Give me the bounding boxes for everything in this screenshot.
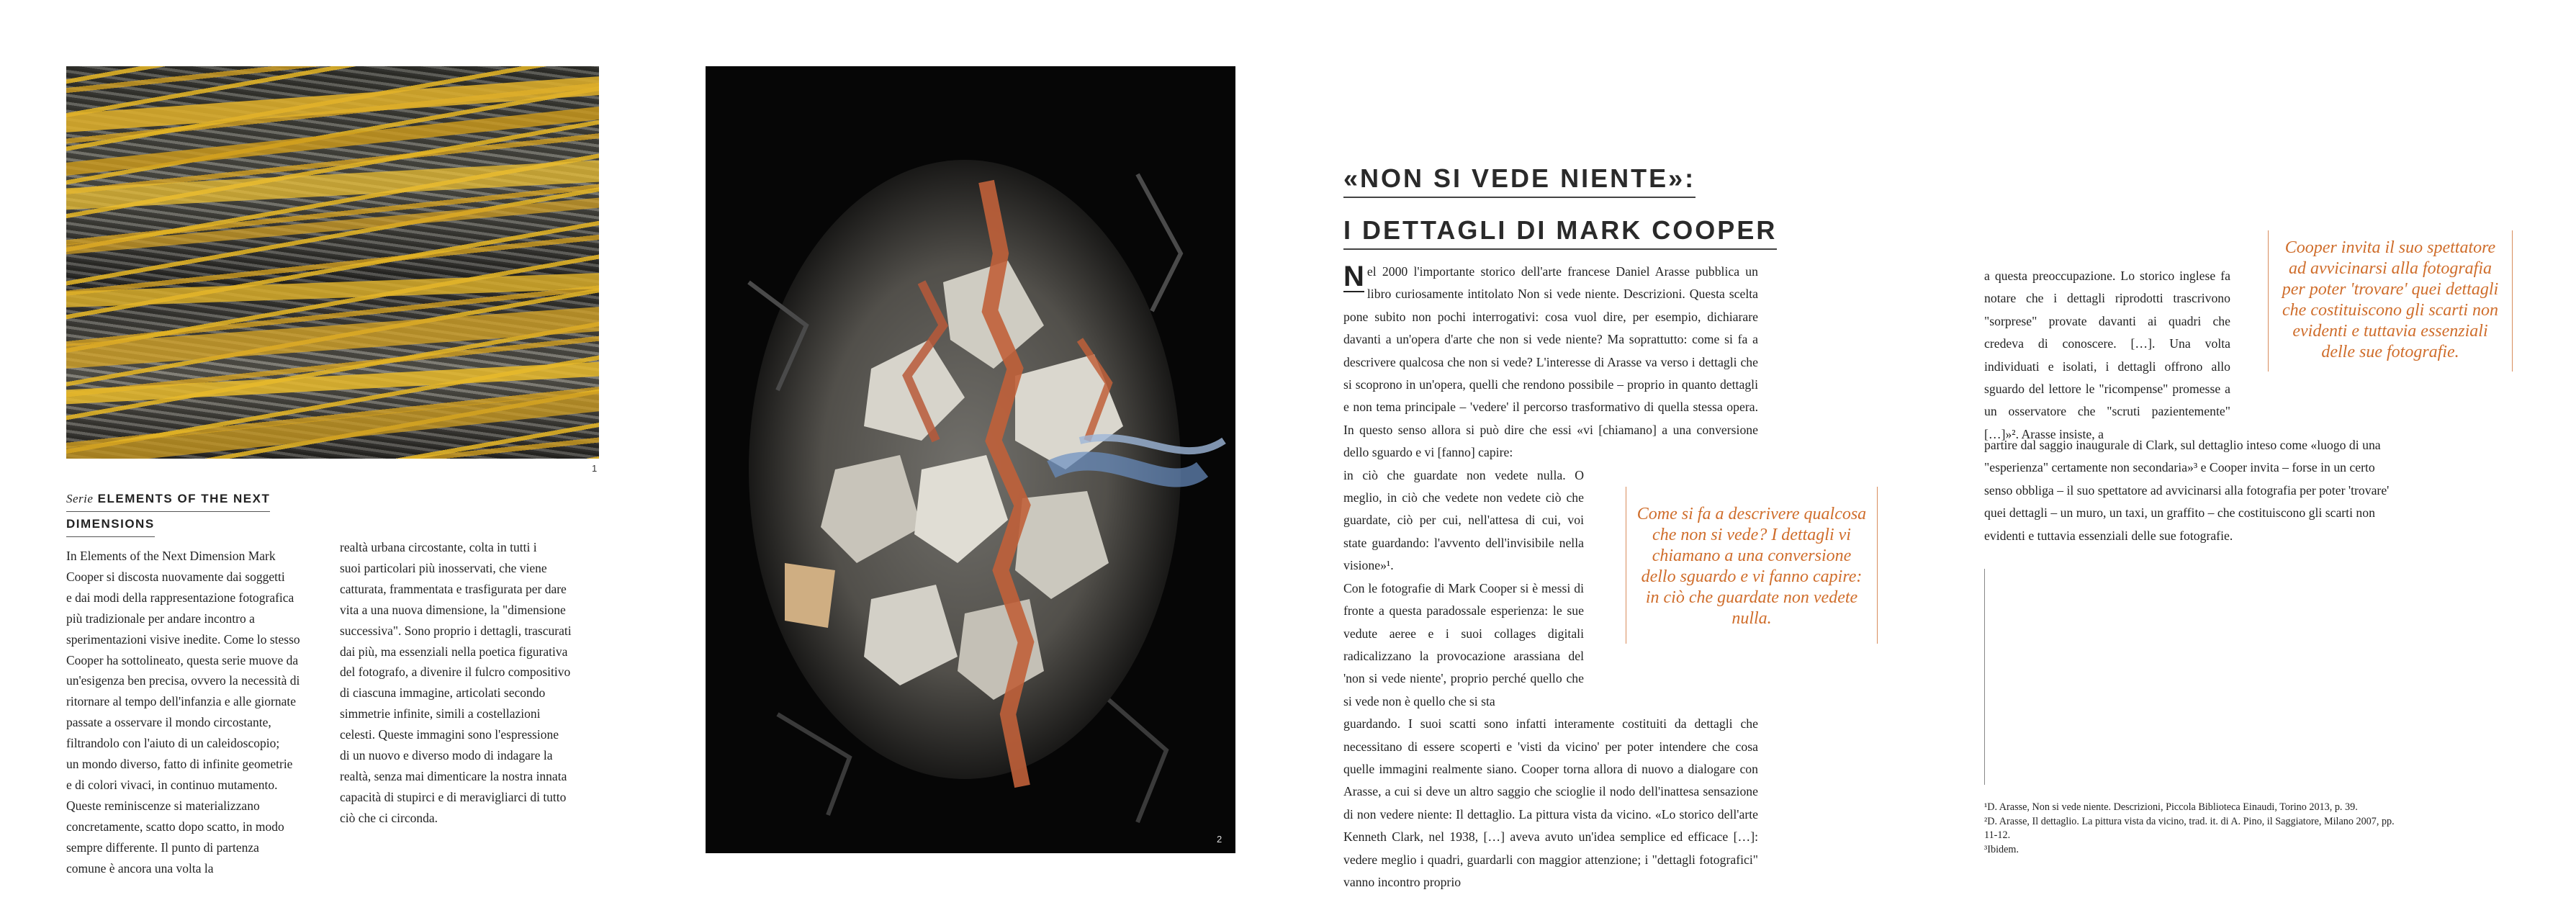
text-line: filtrandolo con l'aiuto di un caleidoscopio;	[66, 736, 280, 751]
text-line: dai più, ma essenziali nella poetica figurativa	[340, 644, 568, 659]
series-text-column-2	[340, 537, 599, 829]
footnote-2: ²D. Arasse, Il dettaglio. La pittura vista da vicino, trad. it. di A. Pino, il Saggiatore, Milano 2007, pp. 11-12.	[1984, 815, 2395, 841]
text-line: ciò che ci circonda.	[340, 810, 438, 825]
page-number: 2	[1217, 834, 1222, 845]
article-column-3-bottom: partire dal saggio inaugurale di Clark, sul dettaglio inteso come «luogo di una "esperienza" certamente non secondaria»³ e Cooper invita – forse in un certo senso obbliga – il suo spettatore ad avvicinarsi alla fotografia per poter 'trovare' quei dettagli – un muro, un taxi, un graffito – che costituiscono gli scarti non evidenti e tuttavia essenziali delle sue fotografie.	[1984, 438, 2390, 543]
series-title-line-1: ELEMENTS OF THE NEXT	[97, 492, 271, 505]
text-line: celesti. Queste immagini sono l'espressione	[340, 727, 559, 742]
text-line: sempre differente. Il punto di partenza	[66, 840, 259, 855]
text-line: di un nuovo e diverso modo di indagare la	[340, 748, 553, 763]
page-number: 1	[592, 463, 598, 474]
photo-artwork	[706, 66, 1235, 853]
article-title-line-1: «NON SI VEDE NIENTE»:	[1343, 161, 1695, 198]
text-line: ritornare al tempo dell'infanzia e alle giornate	[66, 694, 296, 709]
text-line: suoi particolari più inosservati, che viene	[340, 560, 547, 575]
text-line: realtà urbana circostante, colta in tutti i	[340, 540, 537, 554]
text-line: sperimentazioni visive inedite. Come lo stesso	[66, 631, 300, 647]
article-title-line-2: I DETTAGLI DI MARK COOPER	[1343, 212, 1777, 250]
text-line: comune è ancora una volta la	[66, 860, 214, 876]
text-line: Queste reminiscenze si materializzano	[66, 798, 260, 813]
series-text-column-1	[66, 546, 311, 879]
text-line: e dai modi della rappresentazione fotografica	[66, 590, 294, 605]
article-title	[1343, 153, 1777, 256]
text-line: realtà, senza mai dimenticare la nostra innata	[340, 768, 567, 783]
article-paragraph-2-narrow: Con le fotografie di Mark Cooper si è messi di fronte a questa paradossale esperienza: le sue vedute aeree e i suoi collages digitali radicalizzano la provocazione arassiana del 'non si vede niente', proprio perché quello che si vede non è quello che si sta	[1343, 580, 1584, 708]
text-line: successiva". Sono proprio i dettagli, trascurati	[340, 623, 572, 638]
pull-quote-2: Cooper invita il suo spettatore ad avvicinarsi alla fotografia per poter 'trovare' quei dettagli che costituiscono gli scarti non evidenti e tuttavia essenziali delle sue fotografie.	[2268, 230, 2513, 372]
text-line: del fotografo, a divenire il fulcro compositivo	[340, 665, 571, 680]
series-label: Serie	[66, 492, 94, 505]
text-line: Cooper si discosta nuovamente dai soggetti	[66, 569, 285, 584]
drop-cap: N	[1343, 261, 1364, 292]
pull-quote-1: Come si fa a descrivere qualcosa che non si vede? I dettagli vi chiamano a una conversione dello sguardo e vi fanno capire: in ciò che guardate non vedete nulla.	[1626, 487, 1878, 644]
text-line: un'esigenza ben precisa, ovvero la necessità di	[66, 673, 300, 688]
text-line: capacità di stupirci e di meravigliarci di tutto	[340, 789, 567, 804]
text-line: un mondo diverso, fatto di infinite geometrie	[66, 757, 293, 772]
column-divider-rule	[1984, 569, 1985, 785]
text-line: catturata, frammentata e trasfigurata per dare	[340, 581, 567, 596]
article-paragraph-2: guardando. I suoi scatti sono infatti interamente costituiti da dettagli che necessitano di essere scoperti e 'visti da vicino' per poter intendere che cosa quelle immagini realmente siano. Cooper torna allora di nuovo a dialogare con Arasse, a cui si deve un altro saggio che scioglie il nodo dell'inattesa sensazione di non vedere niente: Il dettaglio. La pittura vista da vicino. «Lo storico dell'arte Kenneth Clark, nel 1938, […] aveva avuto un'idea semplice ed efficace […]: vedere meglio i quadri, guardarli con maggior attenzione; i "dettagli fotografici" vanno incontro proprio	[1343, 716, 1758, 889]
yellow-abstract-photo	[66, 66, 599, 459]
text-line: In Elements of the Next Dimension Mark	[66, 549, 276, 563]
series-title	[66, 487, 282, 537]
text-line: concretamente, scatto dopo scatto, in modo	[66, 819, 284, 834]
footnote-3: ³Ibidem.	[1984, 843, 2019, 855]
text-line: passate a osservare il mondo circostante,	[66, 715, 271, 730]
dark-abstract-photo	[706, 66, 1235, 853]
series-title-line-2: DIMENSIONS	[66, 512, 155, 537]
text-line: Cooper ha sottolineato, questa serie muove da	[66, 652, 299, 667]
article-paragraph-1-narrow: in ciò che guardate non vedete nulla. O meglio, in ciò che vedete non vedete ciò che guardate, ciò per cui, nell'attesa di cui, voi state guardando: l'avvento dell'invisibile nella visione»¹.	[1343, 467, 1584, 573]
footnote-1: ¹D. Arasse, Non si vede niente. Descrizioni, Piccola Biblioteca Einaudi, Torino 2013, p. 39.	[1984, 801, 2358, 813]
text-line: simmetrie infinite, simili a costellazioni	[340, 706, 541, 721]
article-column-3-top: a questa preoccupazione. Lo storico inglese fa notare che i dettagli riprodotti trascrivono "sorprese" provate davanti ai quadri che credeva di conoscere. […]. Una volta individuati e isolati, i dettagli offrono allo sguardo del lettore le "ricompense" promesse a un osservatore che "scruti pazientemente" […]»². Arasse insiste, a	[1984, 269, 2230, 441]
text-line: vita a una nuova dimensione, la "dimensione	[340, 602, 566, 617]
text-line: e di colori vivaci, in continuo mutamento.	[66, 777, 278, 792]
article-paragraph-1: el 2000 l'importante storico dell'arte francese Daniel Arasse pubblica un libro curiosamente intitolato Non si vede niente. Descrizioni. Questa scelta pone subito non pochi interrogativi: cosa vuol dire, per esempio, dichiarare davanti a un'opera d'arte che non si vede niente? Ma soprattutto: come si fa a descrivere qualcosa che non si vede? L'interesse di Arasse va verso i dettagli che si scoprono in un'opera, quelli che rendono possibile – proprio in quanto dettagli e non tema principale – 'vedere' il percorso trasformativo di quella stessa opera. In questo senso allora si può dire che essi «vi [chiamano] a una conversione dello sguardo e vi [fanno] capire:	[1343, 264, 1758, 460]
text-line: più tradizionale per andare incontro a	[66, 611, 255, 626]
text-line: di ciascuna immagine, articolati secondo	[340, 685, 546, 701]
footnotes	[1984, 801, 2409, 857]
